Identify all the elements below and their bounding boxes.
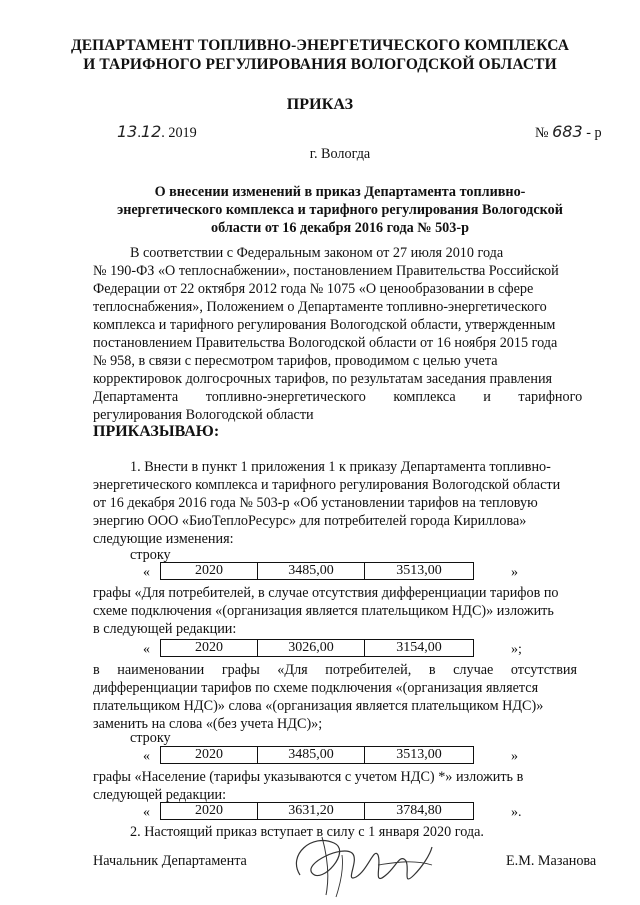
text-line: плательщиком НДС)» слова «(организация является плательщиком НДС)» xyxy=(93,698,544,714)
text-line: в следующей редакции: xyxy=(93,621,237,637)
preamble-line: В соответствии с Федеральным законом от 27 июля 2010 года xyxy=(130,245,504,261)
text-line: графы «Население (тарифы указываются с учетом НДС) *» изложить в xyxy=(93,769,524,785)
table-cell-year: 2020 xyxy=(161,563,258,580)
open-quote: « xyxy=(143,565,150,580)
table-cell-value: 3485,00 xyxy=(258,747,365,764)
preamble-line: корректировок долгосрочных тарифов, по результатам заседания правления xyxy=(93,371,553,387)
text-line: графы «Для потребителей, в случае отсутствия дифференциации тарифов по xyxy=(93,585,559,601)
item-1-line: 1. Внести в пункт 1 приложения 1 к приказу Департамента топливно- xyxy=(130,459,551,475)
number-value: 683 xyxy=(552,122,583,141)
item-1-line: энергию ООО «БиоТеплоРесурс» для потребителей города Кириллова» xyxy=(93,513,527,529)
title-line3: области от 16 декабря 2016 года № 503-р xyxy=(211,220,469,236)
table-cell-value: 3631,20 xyxy=(258,803,365,820)
item-1-line: энергетического комплекса и тарифного регулирования Вологодской области xyxy=(93,477,561,493)
close-quote: » xyxy=(511,565,518,580)
signature-scribble xyxy=(282,825,442,900)
text-line: заменить на слова «(без учета НДС)»; xyxy=(93,716,323,732)
open-quote: « xyxy=(143,642,150,657)
row-label-1: строку xyxy=(130,547,171,563)
signatory-name: Е.М. Мазанова xyxy=(506,853,597,869)
close-quote: » xyxy=(511,749,518,764)
preamble-line: Федерации от 22 октября 2012 года № 1075 «О ценообразовании в сфере xyxy=(93,281,534,297)
table-cell-year: 2020 xyxy=(161,640,258,657)
item-2: 2. Настоящий приказ вступает в силу с 1 января 2020 года. xyxy=(130,824,484,840)
city: г. Вологда xyxy=(309,146,371,162)
order-date xyxy=(117,123,197,142)
order-word: ПРИКАЗЫВАЮ: xyxy=(93,423,220,440)
table-cell-value: 3513,00 xyxy=(365,563,474,580)
date-day: 13 xyxy=(117,122,138,141)
table-cell-value: 3784,80 xyxy=(365,803,474,820)
table-cell-value: 3026,00 xyxy=(258,640,365,657)
open-quote: « xyxy=(143,805,150,820)
text-line: в наименовании графы «Для потребителей, в случае отсутствия xyxy=(93,662,578,678)
preamble-line: комплекса и тарифного регулирования Вологодской области, утвержденным xyxy=(93,317,556,333)
preamble-line: Департамента топливно-энергетического комплекса и тарифного xyxy=(93,389,583,405)
date-dot: . xyxy=(137,125,141,141)
item-1-line: следующие изменения: xyxy=(93,531,234,547)
close-quote-period: ». xyxy=(511,805,522,820)
order-number xyxy=(535,123,602,142)
open-quote: « xyxy=(143,749,150,764)
paragraph-after-table-3 xyxy=(93,768,608,804)
preamble-line: регулирования Вологодской области xyxy=(93,407,314,423)
table-cell-value: 3513,00 xyxy=(365,747,474,764)
table-cell-value: 3154,00 xyxy=(365,640,474,657)
table-cell-value: 3485,00 xyxy=(258,563,365,580)
preamble-line: постановлением Правительства Вологодской области от 16 ноября 2015 года xyxy=(93,335,558,351)
number-suffix: - р xyxy=(586,125,602,141)
department-name-line1: ДЕПАРТАМЕНТ ТОПЛИВНО-ЭНЕРГЕТИЧЕСКОГО КОМПЛЕКСА xyxy=(70,37,570,54)
table-cell-year: 2020 xyxy=(161,803,258,820)
date-month: 12 xyxy=(140,122,162,141)
preamble-line: № 958, в связи с пересмотром тарифов, проводимом с целью учета xyxy=(93,353,498,369)
title-line1: О внесении изменений в приказ Департамента топливно- xyxy=(154,184,526,200)
preamble-line: № 190-ФЗ «О теплоснабжении», постановлением Правительства Российской xyxy=(93,263,559,279)
paragraph-after-table-2 xyxy=(93,661,608,733)
tariff-table-2 xyxy=(160,639,474,657)
table-cell-year: 2020 xyxy=(161,747,258,764)
tariff-table-4 xyxy=(160,802,474,820)
document-type: ПРИКАЗ xyxy=(286,96,354,113)
number-prefix: № xyxy=(535,125,549,141)
paragraph-after-table-1 xyxy=(93,584,608,638)
text-line: схеме подключения «(организация является плательщиком НДС)» изложить xyxy=(93,603,554,619)
signatory-position: Начальник Департамента xyxy=(93,853,247,869)
item-1-line: от 16 декабря 2016 года № 503-р «Об установлении тарифов на тепловую xyxy=(93,495,538,511)
department-name-line2: И ТАРИФНОГО РЕГУЛИРОВАНИЯ ВОЛОГОДСКОЙ ОБЛАСТИ xyxy=(83,56,557,73)
row-label-2: строку xyxy=(130,730,171,746)
tariff-table-3 xyxy=(160,746,474,764)
date-year: . 2019 xyxy=(161,125,197,141)
tariff-table-1 xyxy=(160,562,474,580)
item-1 xyxy=(93,458,608,548)
text-line: следующей редакции: xyxy=(93,787,227,803)
title-line2: энергетического комплекса и тарифного регулирования Вологодской xyxy=(117,202,563,218)
preamble-line: теплоснабжения», Положением о Департаменте топливно-энергетического xyxy=(93,299,547,315)
text-line: дифференциации тарифов по схеме подключения «(организация является xyxy=(93,680,539,696)
close-quote-semicolon: »; xyxy=(511,642,522,657)
preamble xyxy=(93,244,608,424)
